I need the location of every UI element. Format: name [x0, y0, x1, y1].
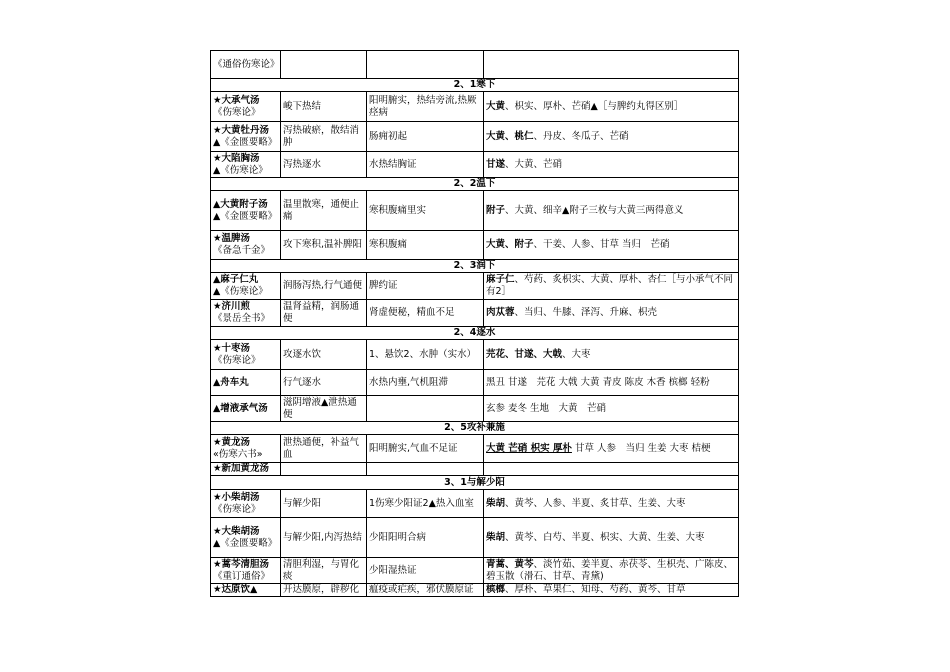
- formula-indication-cell: 阳明腑实，热结旁流,热厥痉病: [367, 92, 484, 122]
- formula-name: ★大陷胸汤: [213, 152, 260, 164]
- formula-indication-cell: [367, 51, 484, 79]
- section-header-row: [211, 422, 739, 435]
- formula-composition-cell: [484, 370, 739, 396]
- formula-name: ▲增液承气汤: [213, 402, 268, 414]
- formula-source: 《通俗伤寒论》: [213, 58, 280, 70]
- formula-indication-cell: [367, 396, 484, 422]
- formula-row: [211, 92, 739, 122]
- formula-name-cell: [211, 558, 281, 584]
- section-header-row: [211, 79, 739, 92]
- formula-function-cell: [281, 463, 367, 476]
- formula-indication-cell: [367, 463, 484, 476]
- herb-text: 、大黄、细辛▲附子三枚与大黄三两得意义: [505, 204, 684, 216]
- key-herb-text: 芫花、甘遂、大戟: [486, 348, 563, 360]
- formula-name-cell: [211, 518, 281, 558]
- formula-source: 《景岳全书》: [213, 313, 271, 324]
- formula-composition-cell: [484, 584, 739, 597]
- herb-text: 、枳实、厚朴、芒硝▲［与脾约丸得区别］: [505, 100, 684, 112]
- formula-function-cell: 攻逐水饮: [281, 340, 367, 370]
- herb-text: 甘草 人参 当归 生姜 大枣 桔梗: [571, 442, 711, 454]
- formula-indication-cell: 1伤寒少阳证2▲热入血室: [367, 490, 484, 518]
- formula-source: ▲《金匮要略》: [213, 136, 278, 148]
- formula-name-cell: [211, 396, 281, 422]
- herb-text: 玄参 麦冬 生地 大黄 芒硝: [486, 402, 607, 414]
- formula-name: ★达原饮▲: [213, 584, 258, 595]
- section-header-row: [211, 476, 739, 490]
- formula-table: [210, 50, 739, 597]
- section-title: 2、4逐水: [211, 327, 739, 340]
- formula-function-cell: 滋阴增液▲泄热通便: [281, 396, 367, 422]
- formula-name-cell: [211, 435, 281, 463]
- formula-composition-cell: [484, 122, 739, 152]
- formula-row: [211, 490, 739, 518]
- formula-composition-cell: [484, 463, 739, 476]
- formula-indication-cell: 瘟疫或疟疾，邪伏膜原证: [367, 584, 484, 597]
- formula-function-cell: 攻下寒积,温补脾阳: [281, 231, 367, 260]
- formula-function-cell: 清胆利湿，与胃化痰: [281, 558, 367, 584]
- formula-row: [211, 584, 739, 597]
- formula-composition-cell: [484, 396, 739, 422]
- formula-row: [211, 340, 739, 370]
- formula-name-cell: [211, 231, 281, 260]
- key-herb-text: 肉苁蓉: [486, 307, 515, 318]
- formula-composition-cell: [484, 300, 739, 327]
- formula-table-body: [211, 51, 739, 597]
- formula-name-cell: [211, 122, 281, 152]
- formula-name-cell: [211, 273, 281, 300]
- formula-name-cell: [211, 370, 281, 396]
- formula-name: ★大黄牡丹汤: [213, 124, 270, 136]
- key-herb-text: 柴胡: [486, 531, 506, 543]
- formula-name-cell: [211, 152, 281, 178]
- formula-composition-cell: [484, 231, 739, 260]
- formula-source: 《伤寒论》: [213, 503, 261, 515]
- formula-indication-cell: 水热内壅,气机阻滞: [367, 370, 484, 396]
- formula-composition-cell: [484, 518, 739, 558]
- formula-row: [211, 152, 739, 178]
- formula-source: ▲《伤寒论》: [213, 286, 268, 297]
- key-herb-text: 柴胡: [486, 497, 506, 509]
- formula-composition-cell: [484, 51, 739, 79]
- formula-name: ▲大黄附子汤: [213, 198, 268, 210]
- formula-row: [211, 191, 739, 231]
- section-header-row: [211, 260, 739, 273]
- formula-name: ★大柴胡汤: [213, 525, 260, 537]
- herb-text: 、芍药、炙枳实、大黄、厚朴、杏仁［与小承气不同有2］: [486, 274, 734, 297]
- formula-name: ★济川煎: [213, 301, 251, 312]
- formula-source: 《伤寒论》: [213, 354, 261, 366]
- key-herb-text: 附子: [486, 204, 506, 216]
- formula-indication-cell: 1、悬饮2、水肿（实水）: [367, 340, 484, 370]
- formula-name: ★十枣汤: [213, 342, 251, 354]
- section-header-row: [211, 178, 739, 191]
- formula-name-cell: [211, 51, 281, 79]
- formula-source: ▲《金匮要略》: [213, 537, 278, 549]
- key-herb-text: 大黄 芒硝 枳实 厚朴: [486, 442, 572, 454]
- formula-function-cell: [281, 51, 367, 79]
- formula-composition-cell: [484, 340, 739, 370]
- formula-row: [211, 463, 739, 476]
- formula-indication-cell: 水热结胸证: [367, 152, 484, 178]
- formula-source: ▲《伤寒论》: [213, 164, 268, 176]
- formula-indication-cell: 阳明腑实,气血不足证: [367, 435, 484, 463]
- formula-function-cell: 泻热逐水: [281, 152, 367, 178]
- formula-indication-cell: 寒积腹痛里实: [367, 191, 484, 231]
- formula-composition-cell: [484, 435, 739, 463]
- formula-row: [211, 558, 739, 584]
- formula-name-cell: [211, 300, 281, 327]
- herb-text: 、厚朴、草果仁、知母、芍药、黄芩、甘草: [505, 584, 686, 595]
- key-herb-text: 甘遂: [486, 158, 506, 170]
- herb-text: 黑丑 甘遂 芫花 大戟 大黄 青皮 陈皮 木香 槟榔 轻粉: [486, 376, 710, 388]
- section-title: 2、1寒下: [211, 79, 739, 92]
- formula-source: ▲《金匮要略》: [213, 210, 278, 222]
- formula-name-cell: [211, 340, 281, 370]
- section-title: 2、5攻补兼施: [211, 422, 739, 435]
- formula-function-cell: 润肠泻热,行气通便: [281, 273, 367, 300]
- herb-text: 、当归、牛膝、泽泻、升麻、枳壳: [514, 307, 658, 318]
- formula-function-cell: 温里散寒，通便止痛: [281, 191, 367, 231]
- formula-indication-cell: 肾虚便秘，精血不足: [367, 300, 484, 327]
- formula-indication-cell: 少阳阳明合病: [367, 518, 484, 558]
- formula-function-cell: 泄热通便，补益气血: [281, 435, 367, 463]
- formula-name-cell: [211, 490, 281, 518]
- formula-name-cell: [211, 191, 281, 231]
- herb-text: 、大黄、芒硝: [505, 158, 563, 170]
- formula-name: ▲麻子仁丸: [213, 274, 259, 285]
- formula-name: ★大承气汤: [213, 94, 260, 106]
- formula-row: [211, 370, 739, 396]
- formula-row: [211, 518, 739, 558]
- formula-indication-cell: 肠痈初起: [367, 122, 484, 152]
- formula-source: «伤寒六书»: [213, 448, 263, 460]
- section-header-row: [211, 327, 739, 340]
- herb-text: 、黄芩、白芍、半夏、枳实、大黄、生姜、大枣: [505, 531, 705, 543]
- formula-name: ★新加黄龙汤: [213, 463, 270, 474]
- key-herb-text: 青蒿、黄芩: [486, 558, 534, 570]
- formula-row: [211, 435, 739, 463]
- formula-name: ★蒿芩清胆汤: [213, 558, 270, 570]
- herb-text: 、丹皮、冬瓜子、芒硝: [533, 130, 629, 142]
- formula-function-cell: 峻下热结: [281, 92, 367, 122]
- formula-row: [211, 396, 739, 422]
- key-herb-text: 槟榔: [486, 584, 506, 595]
- formula-source: 《重订通俗》: [213, 570, 271, 582]
- key-herb-text: 麻子仁: [486, 274, 515, 285]
- key-herb-text: 大黄、附子: [486, 239, 534, 250]
- formula-row: [211, 122, 739, 152]
- formula-function-cell: 泻热破瘀，散结消肿: [281, 122, 367, 152]
- formula-source: 《备急千金》: [213, 245, 271, 256]
- formula-composition-cell: [484, 92, 739, 122]
- formula-function-cell: 温肾益精，润肠通便: [281, 300, 367, 327]
- key-herb-text: 大黄、桃仁: [486, 130, 534, 142]
- formula-row: [211, 300, 739, 327]
- formula-name-cell: [211, 584, 281, 597]
- formula-indication-cell: 脾约证: [367, 273, 484, 300]
- formula-indication-cell: 少阳湿热证: [367, 558, 484, 584]
- formula-row: [211, 51, 739, 79]
- formula-row: [211, 273, 739, 300]
- formula-function-cell: 行气逐水: [281, 370, 367, 396]
- formula-function-cell: 与解少阳: [281, 490, 367, 518]
- formula-name-cell: [211, 92, 281, 122]
- formula-composition-cell: [484, 273, 739, 300]
- formula-source: 《伤寒论》: [213, 106, 261, 118]
- herb-text: 、黄芩、人参、半夏、炙甘草、生姜、大枣: [505, 497, 686, 509]
- formula-name: ★小柴胡汤: [213, 491, 260, 503]
- formula-row: [211, 231, 739, 260]
- formula-indication-cell: 寒积腹痛: [367, 231, 484, 260]
- formula-name: ★黄龙汤: [213, 436, 251, 448]
- herb-text: 、干姜、人参、甘草 当归 芒硝: [533, 239, 670, 250]
- formula-name-cell: [211, 463, 281, 476]
- herb-text: 、淡竹茹、姜半夏、赤茯苓、生枳壳、广陈皮、碧玉散（滑石、甘草、青黛): [486, 558, 734, 582]
- formula-composition-cell: [484, 152, 739, 178]
- formula-name: ★温脾汤: [213, 233, 251, 244]
- herb-text: 、大枣: [562, 348, 591, 360]
- formula-name: ▲舟车丸: [213, 376, 249, 388]
- section-title: 3、1与解少阳: [211, 476, 739, 490]
- formula-function-cell: 与解少阳,内泻热结: [281, 518, 367, 558]
- formula-composition-cell: [484, 191, 739, 231]
- section-title: 2、3润下: [211, 260, 739, 273]
- key-herb-text: 大黄: [486, 100, 506, 112]
- formula-composition-cell: [484, 558, 739, 584]
- section-title: 2、2温下: [211, 178, 739, 191]
- formula-function-cell: 开达膜原，辟秽化: [281, 584, 367, 597]
- formula-composition-cell: [484, 490, 739, 518]
